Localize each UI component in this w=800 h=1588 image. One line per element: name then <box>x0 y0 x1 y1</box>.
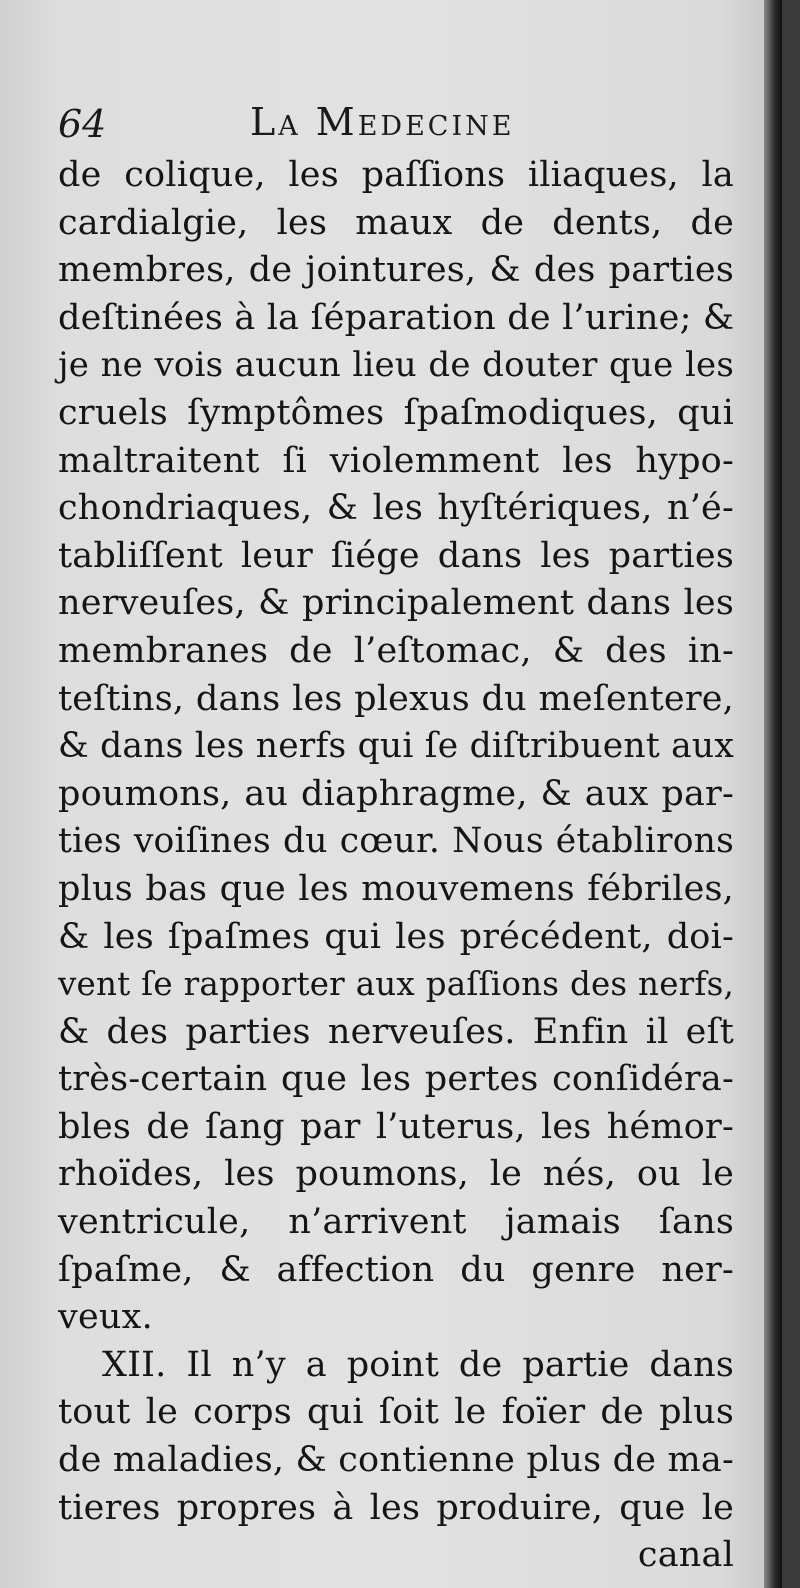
text-line: plus bas que les mouvemens fébriles, <box>58 868 734 909</box>
text-line: cruels ſymptômes ſpaſmodiques, qui <box>58 392 734 433</box>
text-line: bles de ſang par l’uterus, les hémor- <box>58 1106 734 1147</box>
text-line: très-certain que les pertes conſidéra- <box>58 1059 734 1100</box>
text-line: & des parties nerveuſes. Enfin il eſt <box>58 1011 734 1052</box>
running-head: La Medecine <box>250 100 515 144</box>
page-edge <box>764 0 782 1588</box>
text-line: tabliſſent leur ſiége dans les parties <box>58 535 734 576</box>
section-start-line: XII. Il n’y a point de partie dans <box>102 1344 734 1385</box>
text-line: chondriaques, & les hyſtériques, n’é- <box>58 488 734 529</box>
text-line: deſtinées à la ſéparation de l’urine; & <box>58 297 735 338</box>
text-line: vent ſe rapporter aux paſſions des nerfs, <box>58 965 734 1004</box>
text-line: nerveuſes, & principalement dans les <box>58 583 734 624</box>
text-line: teſtins, dans les plexus du meſentere, <box>58 678 734 719</box>
text-line: poumons, au diaphragme, & aux par- <box>58 773 734 814</box>
text-line: & les ſpaſmes qui les précédent, doi- <box>58 916 734 957</box>
text-line: membres, de jointures, & des parties <box>58 250 734 291</box>
text-line: de maladies, & contienne plus de ma- <box>58 1440 734 1481</box>
text-line: maltraitent ſi violemment les hypo- <box>58 440 734 481</box>
page-header <box>58 100 558 150</box>
text-line: membranes de l’eſtomac, & des in- <box>58 630 734 671</box>
text-line: ties voiſines du cœur. Nous établirons <box>58 821 734 862</box>
page-number: 64 <box>58 102 107 146</box>
text-line: rhoïdes, les poumons, le nés, ou le <box>58 1154 734 1195</box>
text-line: ſpaſme, & affection du genre ner- <box>58 1249 734 1290</box>
text-line: veux. <box>58 1297 153 1338</box>
text-line: tout le corps qui ſoit le foïer de plus <box>58 1392 734 1433</box>
body-text <box>58 152 734 1580</box>
text-line: & dans les nerfs qui ſe diſtribuent aux <box>58 726 734 767</box>
text-line: cardialgie, les maux de dents, de <box>58 202 734 243</box>
text-line: ventricule, n’arrivent jamais ſans <box>58 1202 734 1243</box>
text-line: tieres propres à les produire, que le <box>58 1487 734 1528</box>
text-line: je ne vois aucun lieu de douter que les <box>58 345 734 386</box>
text-line: de colique, les paſſions iliaques, la <box>58 155 734 195</box>
catchword: canal <box>637 1535 734 1576</box>
